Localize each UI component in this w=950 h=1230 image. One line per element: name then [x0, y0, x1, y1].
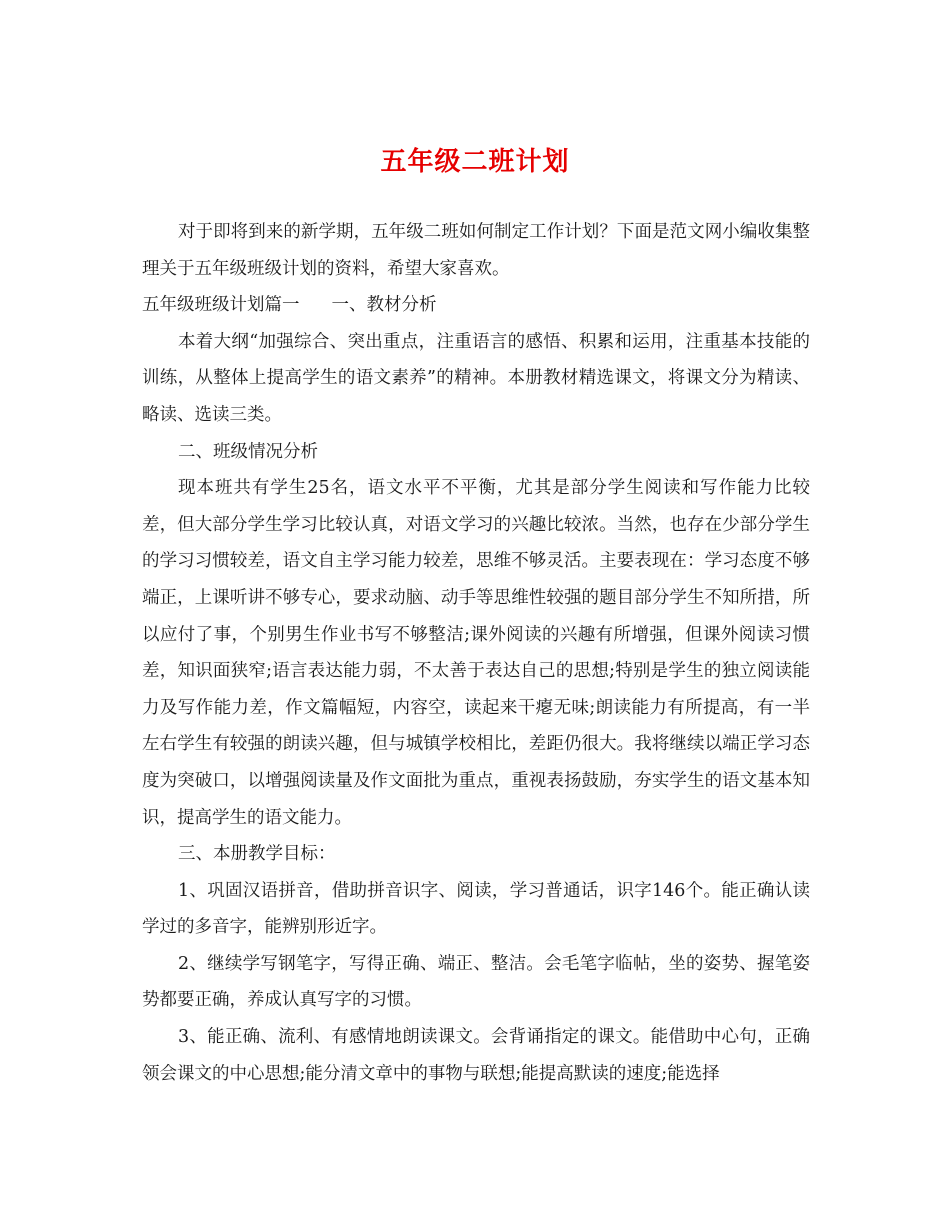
- goal-item-2: 2、继续学写钢笔字，写得正确、端正、整洁。会毛笔字临帖，坐的姿势、握笔姿势都要正确，养成认真写字的习惯。: [142, 953, 810, 1011]
- heading-class-analysis: 二、班级情况分析: [178, 441, 318, 462]
- goal-item-1: 1、巩固汉语拼音，借助拼音识字、阅读，学习普通话，识字146个。能正确认读学过的多音字，能辨别形近字。: [142, 880, 810, 938]
- heading-teaching-goals: 三、本册教学目标：: [178, 844, 336, 865]
- document-body: [142, 214, 810, 1092]
- paragraph-textbook-analysis: 本着大纲“加强综合、突出重点，注重语言的感悟、积累和运用，注重基本技能的训练，从整体上提高学生的语文素养”的精神。本册教材精选课文，将课文分为精读、略读、选读三类。: [142, 331, 810, 425]
- intro-paragraph: 对于即将到来的新学期，五年级二班如何制定工作计划？下面是范文网小编收集整理关于五年级班级计划的资料，希望大家喜欢。: [142, 222, 810, 279]
- paragraph-class-analysis: 现本班共有学生25名，语文水平不平衡，尤其是部分学生阅读和写作能力比较差，但大部分学生学习比较认真，对语文学习的兴趣比较浓。当然，也存在少部分学生的学习习惯较差，语文自主学习能力较差，思维不够灵活。主要表现在：学习态度不够端正，上课听讲不够专心，要求动脑、动手等思维性较强的题目部分学生不知所措，所以应付了事，个别男生作业书写不够整洁;课外阅读的兴趣有所增强，但课外阅读习惯差，知识面狭窄;语言表达能力弱，不太善于表达自己的思想;特别是学生的独立阅读能力及写作能力差，作文篇幅短，内容空，读起来干瘪无味;朗读能力有所提高，有一半左右学生有较强的朗读兴趣，但与城镇学校相比，差距仍很大。我将继续以端正学习态度为突破口，以增强阅读量及作文面批为重点，重视表扬鼓励，夯实学生的语文基本知识，提高学生的语文能力。: [142, 478, 810, 828]
- document-title: 五年级二班计划: [380, 147, 570, 177]
- heading-textbook-analysis: 一、教材分析: [331, 295, 437, 316]
- section-heading-line: [142, 287, 810, 324]
- goal-item-3: 3、能正确、流利、有感情地朗读课文。会背诵指定的课文。能借助中心句，正确领会课文的中心思想;能分清文章中的事物与联想;能提高默读的速度;能选择: [142, 1027, 810, 1084]
- section-label: 五年级班级计划篇一: [142, 295, 300, 316]
